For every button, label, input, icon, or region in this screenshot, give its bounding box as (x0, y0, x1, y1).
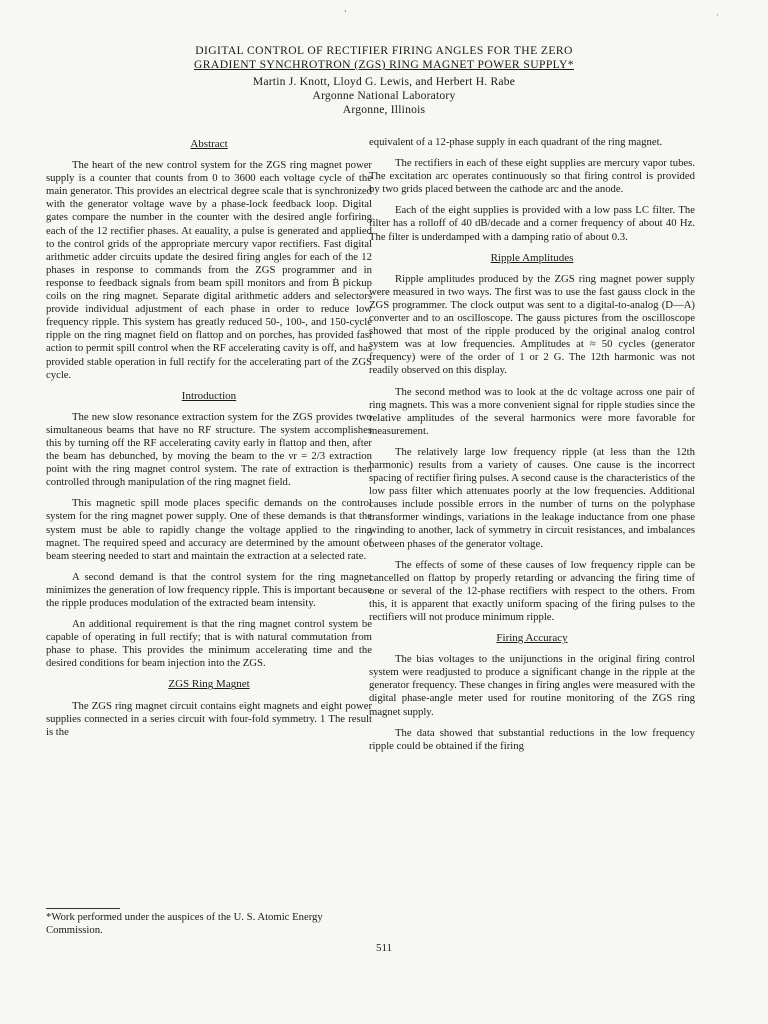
continued-paragraph: equivalent of a 12-phase supply in each quadrant of the ring magnet. (369, 136, 663, 148)
ripple-paragraph-2: The second method was to look at the dc voltage across one pair of ring magnets. This was a more convenient signal for ripple studies since the relative amplitudes of the several harmonics were more favorable for measurement. (369, 385, 695, 437)
footnote (46, 908, 372, 936)
zgs-paragraph-1: The ZGS ring magnet circuit contains eight magnets and eight power supplies connected in a series circuit with four-fold symmetry. 1 The result is the (46, 699, 372, 738)
left-column (46, 136, 372, 747)
affiliation: Argonne National Laboratory (312, 89, 456, 102)
abstract-text: The heart of the new control system for the ZGS ring magnet power supply is a counter that counts from 0 to 3600 each voltage cycle of the main generator. This provides an electrical degree scale that is synchronized with the generator voltage wave by a phase-lock feedback loop. Digital gates compare the number in the counter with the desired angle forfiring each of the 12 rectifier phases. At eauality, a pulse is generated and applied to the control grids of the appropriate mercury vapor rectifiers. Fast digital arithmetic adder circuits update the desired firing angles for each of the 12 phases in response to commands from the ZGS programmer and in response to feedback signals from beam spill monitors and from Ḃ pickup coils on the ring magnet. Separate digital arithmetic adders and selectors provide individual adjustment of each phase in order to reduce low frequency ripple. This system has greatly reduced 50-, 100-, and 150-cycle ripple on the ring magnet field on flattop and on porches, has provided fast action to permit spill control when the RF accelerating cavity is off, and has provided stable operation in full rectify for the accelerating part of the ZGS cycle. (46, 159, 372, 381)
intro-paragraph-4: An additional requirement is that the ring magnet control system be capable of operating in full rectify; that is with natural commutation from phase to phase. This provides the minimum accelerating time and the desired conditions for beam injection into the ZGS. (46, 618, 372, 670)
paper-header (0, 44, 768, 117)
intro-paragraph-3: A second demand is that the control system for the ring magnet minimizes the generation of low frequency ripple. This is important because the ripple produces modulation of the extracted beam intensity. (46, 570, 372, 609)
firing-paragraph-2: The data showed that substantial reductions in the low frequency ripple could be obtained if the firing (369, 726, 695, 752)
title-line-2: GRADIENT SYNCHROTRON (ZGS) RING MAGNET POWER SUPPLY* (194, 58, 574, 71)
scan-mark: ‘ (344, 8, 347, 18)
abstract-heading: Abstract (190, 138, 228, 150)
intro-paragraph-2: This magnetic spill mode places specific demands on the control system for the ring magnet power supply. One of these demands is that the system must be able to rapidly change the voltage applied to the ring magnet. The required speed and accuracy are determined by the amount of beam steering needed to start and maintain the extraction at a selected rate. (46, 497, 372, 562)
page-number: 511 (375, 942, 393, 954)
ripple-paragraph-4: The effects of some of these causes of low frequency ripple can be cancelled on flattop by properly retarding or advancing the firing time of one or several of the 12-phase rectifiers with respect to the others. From this, it is apparent that exactly uniform spacing of the firing pulses to the rectifiers will not produce minimum ripple. (369, 558, 695, 623)
footnote-text: *Work performed under the auspices of the U. S. Atomic Energy Commission. (46, 911, 323, 936)
location: Argonne, Illinois (342, 103, 426, 116)
authors: Martin J. Knott, Lloyd G. Lewis, and Herbert H. Rabe (252, 75, 516, 88)
ripple-paragraph-3: The relatively large low frequency ripple (at less than the 12th harmonic) results from a variety of causes. One cause is the incorrect spacing of rectifier firing pulses. A second cause is the characteristics of the low pass filter which attenuates poorly at the low frequencies. Additional causes include possible errors in the number of turns on the polyphase transformer windings, variations in the leakage inductance from one phase winding to another, lack of symmetry in circuit resistances, and imbalances between phases of the generator voltage. (369, 445, 695, 550)
author-block (0, 75, 768, 117)
title-line-1: DIGITAL CONTROL OF RECTIFIER FIRING ANGLES FOR THE ZERO (195, 44, 573, 57)
paper-title (0, 44, 768, 72)
ripple-amplitudes-heading: Ripple Amplitudes (490, 251, 574, 264)
firing-paragraph-1: The bias voltages to the unijunctions in the original firing control system were readjusted to produce a significant change in the ripple at the generator frequency. These changes in firing angles were measured with the digital phase-angle meter used for routine monitoring of the ZGS ring magnet supply. (369, 653, 695, 718)
rectifiers-paragraph: The rectifiers in each of these eight supplies are mercury vapor tubes. The excitation arc operates continuously so that firing control is provided by two grids placed between the cathode arc and the anode. (369, 157, 695, 196)
intro-paragraph-1: The new slow resonance extraction system for the ZGS provides two simultaneous beams that have no RF structure. The system accomplishes this by turning off the RF accelerating cavity early in flattop and then, after the beam has debunched, by moving the beam to the νr = 2/3 extraction point with the ring magnet control system. The rate of extraction is then controlled through manipulation of the ring magnet field. (46, 410, 372, 489)
zgs-ring-magnet-heading: ZGS Ring Magnet (168, 678, 250, 691)
footnote-rule (46, 908, 120, 909)
firing-accuracy-heading: Firing Accuracy (496, 632, 568, 645)
right-column (369, 136, 695, 761)
scan-mark: · (716, 10, 719, 20)
introduction-heading: Introduction (181, 389, 237, 402)
ripple-paragraph-1: Ripple amplitudes produced by the ZGS ring magnet power supply were measured in two ways. The first was to use the fast gauss clock in the ZGS programmer. The clock output was sent to a digital-to-analog (D—A) converter and to an oscilloscope. The gauss pictures from the oscilloscope showed that most of the ripple produced by the original analog control system was at low frequencies. Amplitudes at ≈ 50 cycles (generator frequency) were of the order of 1 or 2 G. The 12th harmonic was not readily observed on this display. (369, 272, 695, 377)
filter-paragraph: Each of the eight supplies is provided with a low pass LC filter. The filter has a rolloff of 40 dB/decade and a corner frequency of about 40 Hz. The filter is underdamped with a damping ratio of about 0.3. (369, 204, 695, 243)
